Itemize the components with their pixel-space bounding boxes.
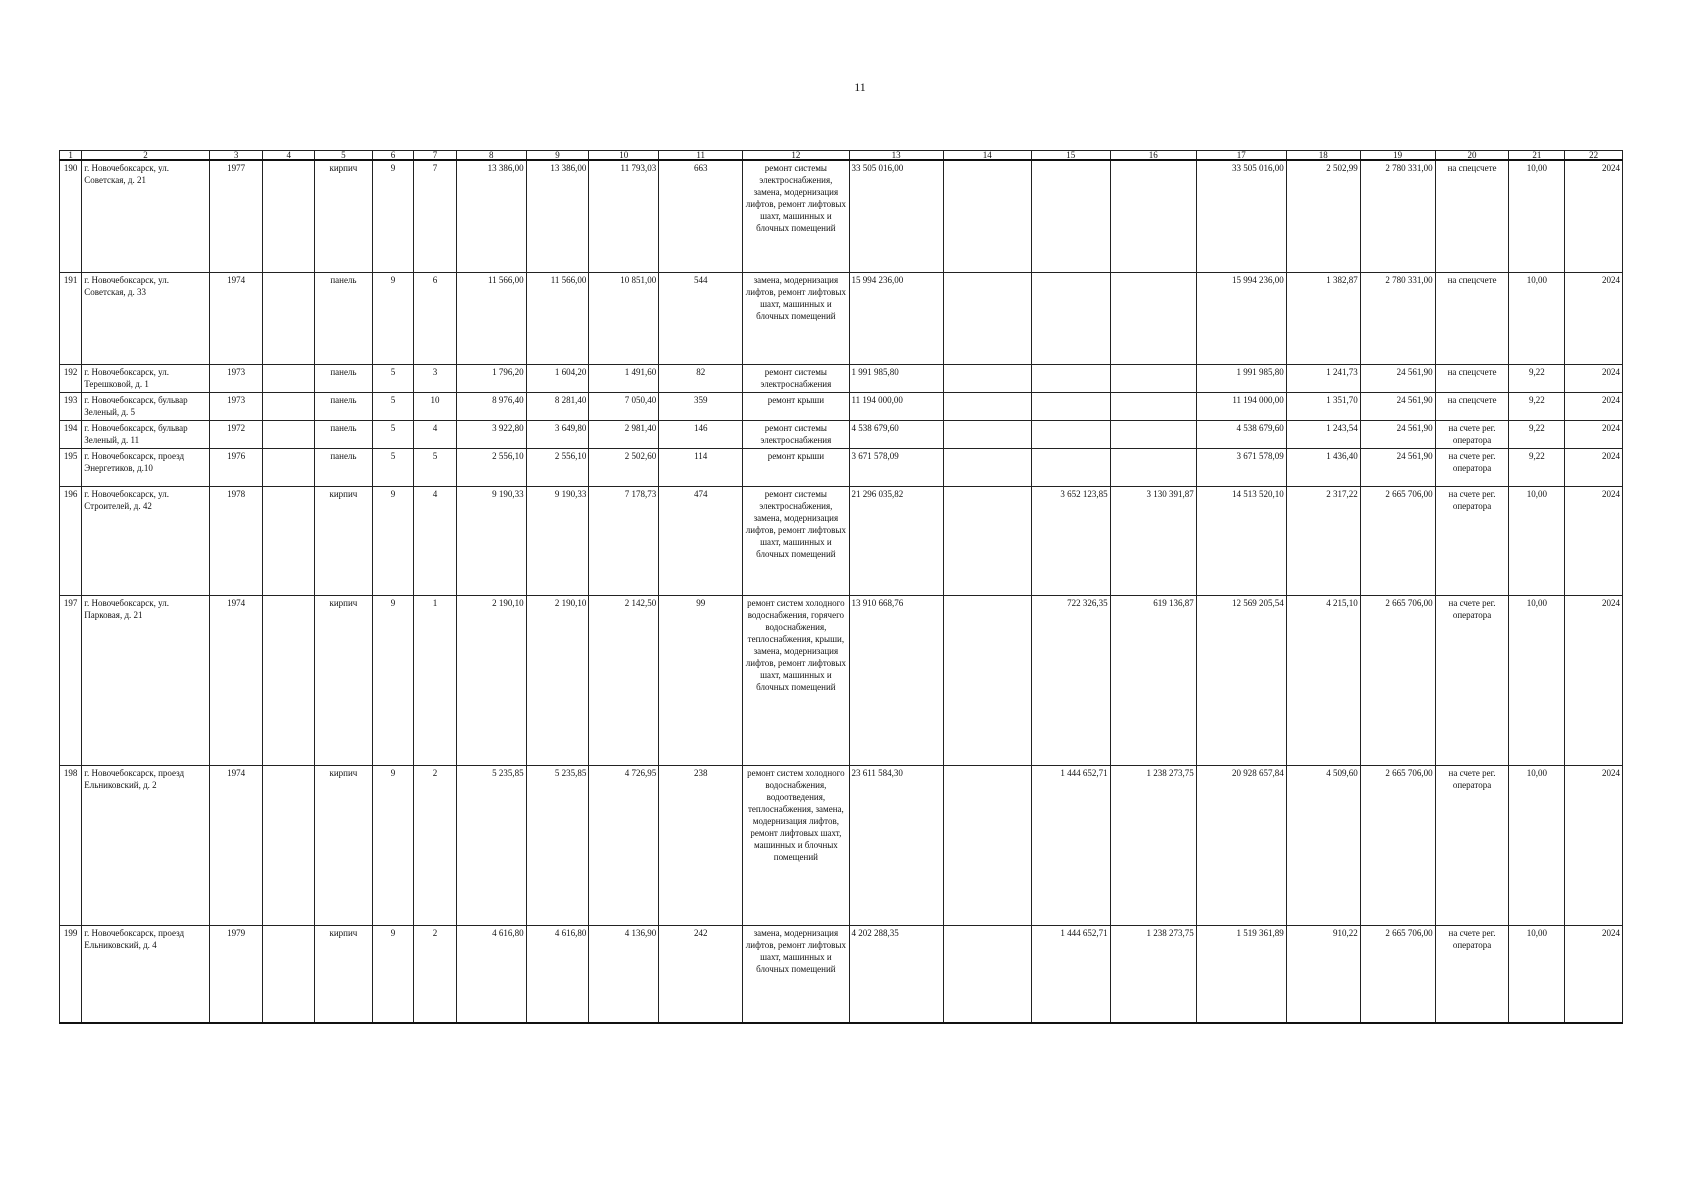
table-cell: 10,00 [1509,486,1565,595]
row-number: 194 [60,420,82,448]
table-cell [263,448,315,486]
table-cell: 910,22 [1286,925,1360,1023]
residents-cell: 359 [659,392,743,420]
table-cell [1031,272,1110,364]
address-cell: г. Новочебоксарск, ул. Строителей, д. 42 [82,486,210,595]
table-cell: 4 215,10 [1286,595,1360,765]
table-cell: 24 561,90 [1360,448,1435,486]
total-area-cell: 13 386,00 [456,160,526,272]
total-cost-cell: 4 538 679,60 [849,420,943,448]
row-number: 192 [60,364,82,392]
account-type-cell: на счете рег. оператора [1435,925,1509,1023]
table-cell [263,420,315,448]
column-header: 15 [1031,151,1110,161]
column-header: 5 [315,151,373,161]
floors-cell: 5 [372,448,414,486]
residents-cell: 114 [659,448,743,486]
total-area-cell: 4 616,80 [456,925,526,1023]
entrances-cell: 2 [414,925,457,1023]
premises-area-cell: 9 190,33 [526,486,589,595]
wall-material-cell: кирпич [315,486,373,595]
table-cell: 1 519 361,89 [1196,925,1286,1023]
entrances-cell: 10 [414,392,457,420]
table-cell: 20 928 657,84 [1196,765,1286,925]
total-cost-cell: 1 991 985,80 [849,364,943,392]
total-cost-cell: 33 505 016,00 [849,160,943,272]
table-cell: 15 994 236,00 [1196,272,1286,364]
wall-material-cell: панель [315,272,373,364]
wall-material-cell: панель [315,448,373,486]
total-area-cell: 9 190,33 [456,486,526,595]
table-cell [263,364,315,392]
table-cell: 24 561,90 [1360,364,1435,392]
table-row [60,392,1623,420]
year-cell: 2024 [1565,364,1623,392]
floors-cell: 9 [372,486,414,595]
table-cell: 1 243,54 [1286,420,1360,448]
year-cell: 2024 [1565,486,1623,595]
year-cell: 2024 [1565,925,1623,1023]
column-header: 1 [60,151,82,161]
table-cell: 33 505 016,00 [1196,160,1286,272]
table-cell [1110,448,1196,486]
residents-cell: 238 [659,765,743,925]
address-cell: г. Новочебоксарск, ул. Терешковой, д. 1 [82,364,210,392]
total-area-cell: 1 796,20 [456,364,526,392]
address-cell: г. Новочебоксарск, бульвар Зеленый, д. 5 [82,392,210,420]
table-cell [1110,392,1196,420]
premises-area-cell: 11 566,00 [526,272,589,364]
table-cell: 2 502,99 [1286,160,1360,272]
account-type-cell: на спецсчете [1435,160,1509,272]
work-types-cell: ремонт системы электроснабжения [743,420,849,448]
work-types-cell: ремонт систем холодного водоснабжения, горячего водоснабжения, теплоснабжения, крыши, замена, модернизация лифтов, ремонт лифтовых шахт, машинных и блочных помещений [743,595,849,765]
table-cell [1110,364,1196,392]
table-row [60,420,1623,448]
table-cell: 1 238 273,75 [1110,925,1196,1023]
entrances-cell: 5 [414,448,457,486]
row-number: 190 [60,160,82,272]
entrances-cell: 4 [414,420,457,448]
table-cell: 722 326,35 [1031,595,1110,765]
year-cell: 1972 [209,420,263,448]
table-cell: 9,22 [1509,392,1565,420]
residential-area-cell: 4 136,90 [589,925,659,1023]
total-area-cell: 2 556,10 [456,448,526,486]
table-cell: 4 509,60 [1286,765,1360,925]
table-cell [1110,272,1196,364]
premises-area-cell: 13 386,00 [526,160,589,272]
table-cell [943,765,1031,925]
column-header: 21 [1509,151,1565,161]
table-cell: 1 991 985,80 [1196,364,1286,392]
table-cell: 3 671 578,09 [1196,448,1286,486]
table-cell: 2 317,22 [1286,486,1360,595]
column-header: 14 [943,151,1031,161]
total-area-cell: 3 922,80 [456,420,526,448]
account-type-cell: на счете рег. оператора [1435,420,1509,448]
column-number-row [60,151,1623,161]
column-header: 20 [1435,151,1509,161]
premises-area-cell: 5 235,85 [526,765,589,925]
residents-cell: 242 [659,925,743,1023]
residential-area-cell: 11 793,03 [589,160,659,272]
table-cell: 3 130 391,87 [1110,486,1196,595]
table-cell: 10,00 [1509,595,1565,765]
premises-area-cell: 3 649,80 [526,420,589,448]
table-cell [1110,160,1196,272]
table-cell: 24 561,90 [1360,392,1435,420]
residents-cell: 474 [659,486,743,595]
wall-material-cell: панель [315,420,373,448]
account-type-cell: на счете рег. оператора [1435,595,1509,765]
year-cell: 2024 [1565,272,1623,364]
entrances-cell: 6 [414,272,457,364]
address-cell: г. Новочебоксарск, проезд Энергетиков, д.10 [82,448,210,486]
year-cell: 1974 [209,272,263,364]
table-cell: 1 444 652,71 [1031,765,1110,925]
address-cell: г. Новочебоксарск, ул. Советская, д. 33 [82,272,210,364]
table-cell: 619 136,87 [1110,595,1196,765]
table-cell: 1 238 273,75 [1110,765,1196,925]
wall-material-cell: кирпич [315,765,373,925]
table-cell: 10,00 [1509,765,1565,925]
table-row [60,160,1623,272]
table-cell: 10,00 [1509,925,1565,1023]
table-row [60,486,1623,595]
table-cell [943,420,1031,448]
premises-area-cell: 8 281,40 [526,392,589,420]
year-cell: 1973 [209,392,263,420]
wall-material-cell: кирпич [315,595,373,765]
total-cost-cell: 4 202 288,35 [849,925,943,1023]
column-header: 22 [1565,151,1623,161]
residents-cell: 663 [659,160,743,272]
year-cell: 1977 [209,160,263,272]
work-types-cell: ремонт крыши [743,448,849,486]
residents-cell: 146 [659,420,743,448]
table-cell: 1 351,70 [1286,392,1360,420]
table-cell: 2 780 331,00 [1360,160,1435,272]
year-cell: 1979 [209,925,263,1023]
residents-cell: 544 [659,272,743,364]
address-cell: г. Новочебоксарск, проезд Ельниковский, д. 2 [82,765,210,925]
table-cell [943,272,1031,364]
work-types-cell: ремонт системы электроснабжения, замена, модернизация лифтов, ремонт лифтовых шахт, машинных и блочных помещений [743,486,849,595]
wall-material-cell: панель [315,364,373,392]
year-cell: 1974 [209,765,263,925]
premises-area-cell: 2 556,10 [526,448,589,486]
table-cell [1110,420,1196,448]
residential-area-cell: 10 851,00 [589,272,659,364]
work-types-cell: замена, модернизация лифтов, ремонт лифтовых шахт, машинных и блочных помещений [743,925,849,1023]
table-cell [943,486,1031,595]
entrances-cell: 2 [414,765,457,925]
table-cell [263,595,315,765]
table-cell: 3 652 123,85 [1031,486,1110,595]
wall-material-cell: панель [315,392,373,420]
total-area-cell: 11 566,00 [456,272,526,364]
year-cell: 2024 [1565,160,1623,272]
column-header: 11 [659,151,743,161]
table-cell: 10,00 [1509,160,1565,272]
column-header: 4 [263,151,315,161]
column-header: 17 [1196,151,1286,161]
table-row [60,595,1623,765]
residential-area-cell: 2 981,40 [589,420,659,448]
year-cell: 1978 [209,486,263,595]
row-number: 199 [60,925,82,1023]
floors-cell: 9 [372,595,414,765]
table-cell: 1 436,40 [1286,448,1360,486]
total-cost-cell: 15 994 236,00 [849,272,943,364]
table-cell: 2 665 706,00 [1360,486,1435,595]
residential-area-cell: 7 178,73 [589,486,659,595]
total-area-cell: 2 190,10 [456,595,526,765]
column-header: 13 [849,151,943,161]
table-cell: 2 665 706,00 [1360,765,1435,925]
table-cell: 11 194 000,00 [1196,392,1286,420]
table-cell: 4 538 679,60 [1196,420,1286,448]
table-row [60,448,1623,486]
row-number: 195 [60,448,82,486]
table-cell [943,595,1031,765]
table-row [60,925,1623,1023]
entrances-cell: 4 [414,486,457,595]
account-type-cell: на спецсчете [1435,272,1509,364]
year-cell: 1976 [209,448,263,486]
address-cell: г. Новочебоксарск, проезд Ельниковский, д. 4 [82,925,210,1023]
floors-cell: 9 [372,160,414,272]
entrances-cell: 7 [414,160,457,272]
table-cell: 9,22 [1509,448,1565,486]
table-cell [263,765,315,925]
table-cell: 24 561,90 [1360,420,1435,448]
column-header: 8 [456,151,526,161]
work-types-cell: ремонт системы электроснабжения, замена, модернизация лифтов, ремонт лифтовых шахт, машинных и блочных помещений [743,160,849,272]
account-type-cell: на спецсчете [1435,392,1509,420]
premises-area-cell: 1 604,20 [526,364,589,392]
year-cell: 1974 [209,595,263,765]
floors-cell: 9 [372,925,414,1023]
table-cell [263,160,315,272]
column-header: 7 [414,151,457,161]
column-header: 12 [743,151,849,161]
table-cell [1031,448,1110,486]
column-header: 9 [526,151,589,161]
floors-cell: 5 [372,392,414,420]
column-header: 16 [1110,151,1196,161]
table-cell: 10,00 [1509,272,1565,364]
page-number: 11 [854,80,866,94]
work-types-cell: ремонт крыши [743,392,849,420]
year-cell: 2024 [1565,765,1623,925]
table-cell: 2 780 331,00 [1360,272,1435,364]
column-header: 3 [209,151,263,161]
column-header: 18 [1286,151,1360,161]
residential-area-cell: 2 502,60 [589,448,659,486]
table-cell [1031,364,1110,392]
year-cell: 2024 [1565,392,1623,420]
column-header: 6 [372,151,414,161]
row-number: 193 [60,392,82,420]
row-number: 198 [60,765,82,925]
floors-cell: 9 [372,272,414,364]
table-cell [943,392,1031,420]
floors-cell: 5 [372,364,414,392]
table-row [60,765,1623,925]
table-cell: 2 665 706,00 [1360,925,1435,1023]
table-cell: 9,22 [1509,420,1565,448]
residents-cell: 99 [659,595,743,765]
address-cell: г. Новочебоксарск, ул. Советская, д. 21 [82,160,210,272]
table-cell [943,925,1031,1023]
work-types-cell: замена, модернизация лифтов, ремонт лифтовых шахт, машинных и блочных помещений [743,272,849,364]
table-cell: 1 444 652,71 [1031,925,1110,1023]
total-area-cell: 8 976,40 [456,392,526,420]
account-type-cell: на спецсчете [1435,364,1509,392]
table-cell [943,364,1031,392]
total-cost-cell: 3 671 578,09 [849,448,943,486]
year-cell: 2024 [1565,448,1623,486]
table-row [60,272,1623,364]
premises-area-cell: 4 616,80 [526,925,589,1023]
year-cell: 2024 [1565,595,1623,765]
residents-cell: 82 [659,364,743,392]
account-type-cell: на счете рег. оператора [1435,448,1509,486]
column-header: 2 [82,151,210,161]
wall-material-cell: кирпич [315,925,373,1023]
table-cell: 9,22 [1509,364,1565,392]
wall-material-cell: кирпич [315,160,373,272]
row-number: 196 [60,486,82,595]
table-cell: 1 382,87 [1286,272,1360,364]
floors-cell: 5 [372,420,414,448]
address-cell: г. Новочебоксарск, бульвар Зеленый, д. 11 [82,420,210,448]
residential-area-cell: 4 726,95 [589,765,659,925]
table-cell [263,392,315,420]
repair-register-table [59,150,1623,1024]
year-cell: 1973 [209,364,263,392]
work-types-cell: ремонт систем холодного водоснабжения, водоотведения, теплоснабжения, замена, модернизация лифтов, ремонт лифтовых шахт, машинных и блочных помещений [743,765,849,925]
table-cell [263,272,315,364]
column-header: 19 [1360,151,1435,161]
total-area-cell: 5 235,85 [456,765,526,925]
table-row [60,364,1623,392]
row-number: 191 [60,272,82,364]
table-cell [1031,420,1110,448]
residential-area-cell: 2 142,50 [589,595,659,765]
account-type-cell: на счете рег. оператора [1435,765,1509,925]
table-cell [1031,160,1110,272]
table-cell: 14 513 520,10 [1196,486,1286,595]
account-type-cell: на счете рег. оператора [1435,486,1509,595]
premises-area-cell: 2 190,10 [526,595,589,765]
residential-area-cell: 7 050,40 [589,392,659,420]
table-cell [263,486,315,595]
floors-cell: 9 [372,765,414,925]
total-cost-cell: 11 194 000,00 [849,392,943,420]
residential-area-cell: 1 491,60 [589,364,659,392]
entrances-cell: 3 [414,364,457,392]
total-cost-cell: 21 296 035,82 [849,486,943,595]
total-cost-cell: 23 611 584,30 [849,765,943,925]
table-cell [943,160,1031,272]
column-header: 10 [589,151,659,161]
row-number: 197 [60,595,82,765]
table-cell: 2 665 706,00 [1360,595,1435,765]
work-types-cell: ремонт системы электроснабжения [743,364,849,392]
table-cell [263,925,315,1023]
table-cell: 12 569 205,54 [1196,595,1286,765]
table-cell [1031,392,1110,420]
table-cell: 1 241,73 [1286,364,1360,392]
table-cell [943,448,1031,486]
total-cost-cell: 13 910 668,76 [849,595,943,765]
year-cell: 2024 [1565,420,1623,448]
address-cell: г. Новочебоксарск, ул. Парковая, д. 21 [82,595,210,765]
entrances-cell: 1 [414,595,457,765]
